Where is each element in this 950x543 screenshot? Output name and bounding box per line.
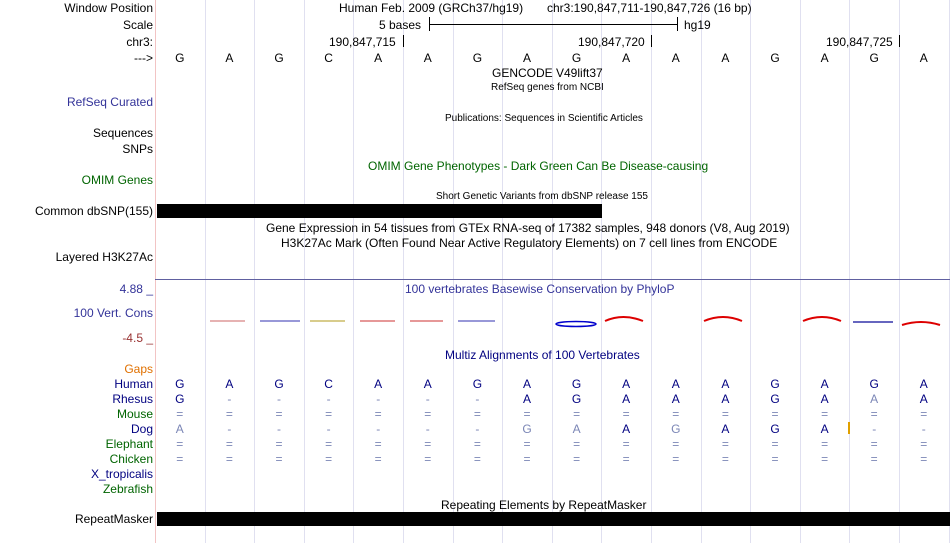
chrom-tick-1: 190,847,715 bbox=[329, 35, 396, 49]
reference-base: A bbox=[622, 51, 631, 65]
aligned-base: A bbox=[721, 422, 730, 436]
aligned-base: A bbox=[721, 392, 730, 406]
gaps-label[interactable]: Gaps bbox=[124, 362, 153, 376]
aligned-base: = bbox=[573, 452, 581, 466]
aligned-base: - bbox=[921, 422, 926, 436]
reference-base: G bbox=[571, 51, 582, 65]
aligned-base: = bbox=[374, 407, 382, 421]
aligned-base: - bbox=[326, 422, 331, 436]
h3k27-title: H3K27Ac Mark (Often Found Near Active Regulatory Elements) on 7 cell lines from ENCODE bbox=[281, 236, 778, 250]
grid-line bbox=[453, 0, 454, 543]
aligned-base: A bbox=[622, 377, 631, 391]
species-label[interactable]: Rhesus bbox=[112, 392, 153, 406]
grid-line bbox=[701, 0, 702, 543]
reference-base: A bbox=[423, 51, 432, 65]
phylop-pos-peak bbox=[902, 322, 940, 325]
aligned-base: = bbox=[424, 452, 432, 466]
reference-base: A bbox=[522, 51, 532, 65]
aligned-base: A bbox=[721, 377, 730, 391]
aligned-base: G bbox=[869, 377, 879, 391]
aligned-base: A bbox=[820, 422, 829, 436]
reference-base: A bbox=[919, 51, 928, 65]
cons-label[interactable]: 100 Vert. Cons bbox=[73, 306, 153, 320]
label-separator bbox=[155, 0, 156, 543]
reference-base: A bbox=[374, 51, 383, 65]
chrom-label: chr3: bbox=[126, 35, 153, 49]
gtex-title: Gene Expression in 54 tissues from GTEx RNA-seq of 17382 samples, 948 donors (V8, Aug 2019) bbox=[266, 221, 790, 235]
repeat-label[interactable]: RepeatMasker bbox=[74, 512, 153, 526]
species-label[interactable]: Chicken bbox=[109, 452, 153, 466]
grid-line bbox=[205, 0, 206, 543]
aligned-base: = bbox=[225, 452, 233, 466]
aligned-base: = bbox=[672, 452, 680, 466]
dbsnp-feature[interactable] bbox=[157, 204, 602, 218]
aligned-base: - bbox=[425, 392, 430, 406]
aligned-base: = bbox=[771, 452, 779, 466]
reference-base: G bbox=[770, 51, 780, 65]
aligned-base: - bbox=[872, 422, 877, 436]
aligned-base: - bbox=[277, 422, 281, 436]
aligned-base: = bbox=[771, 407, 779, 421]
aligned-base: - bbox=[277, 392, 281, 406]
reference-base: C bbox=[324, 51, 333, 65]
aligned-base: C bbox=[324, 377, 333, 391]
aligned-base: - bbox=[425, 422, 430, 436]
aligned-base: G bbox=[472, 377, 483, 391]
position-text[interactable]: chr3:190,847,711-190,847,726 (16 bp) bbox=[547, 1, 752, 15]
aligned-base: = bbox=[523, 407, 531, 421]
aligned-base: = bbox=[523, 452, 531, 466]
repeat-feature[interactable] bbox=[157, 512, 950, 526]
grid-line bbox=[800, 0, 801, 543]
repeat-title: Repeating Elements by RepeatMasker bbox=[441, 498, 647, 512]
aligned-base: A bbox=[919, 377, 928, 391]
species-label[interactable]: Mouse bbox=[116, 407, 153, 421]
scale-bar-right bbox=[677, 17, 678, 31]
aligned-base: - bbox=[376, 392, 381, 406]
phylop-min: -4.5 _ bbox=[122, 331, 153, 345]
scale-bar bbox=[429, 24, 677, 25]
h3k27-label[interactable]: Layered H3K27Ac bbox=[55, 250, 153, 264]
aligned-base: = bbox=[672, 407, 680, 421]
aligned-base: = bbox=[721, 407, 729, 421]
aligned-base: = bbox=[821, 452, 829, 466]
phylop-max: 4.88 _ bbox=[119, 282, 153, 296]
phylop-pos-peak bbox=[704, 317, 742, 321]
multiz-title: Multiz Alignments of 100 Vertebrates bbox=[445, 348, 640, 362]
aligned-base: = bbox=[473, 437, 481, 451]
aligned-base: G bbox=[770, 377, 780, 391]
aligned-base: A bbox=[870, 392, 879, 406]
aligned-base: A bbox=[820, 392, 829, 406]
aligned-base: = bbox=[176, 452, 184, 466]
aligned-base: = bbox=[424, 437, 432, 451]
aligned-base: = bbox=[672, 437, 680, 451]
aligned-base: G bbox=[770, 422, 780, 436]
aligned-base: A bbox=[522, 377, 532, 391]
chrom-tick-mark-3 bbox=[899, 35, 900, 47]
reference-base: G bbox=[175, 51, 185, 65]
aligned-base: = bbox=[523, 437, 531, 451]
aligned-base: G bbox=[571, 377, 582, 391]
sequences-label[interactable]: Sequences bbox=[92, 126, 153, 140]
grid-line bbox=[403, 0, 404, 543]
grid-line bbox=[353, 0, 354, 543]
species-label[interactable]: Zebrafish bbox=[102, 482, 153, 496]
chrom-tick-mark-1 bbox=[403, 35, 404, 47]
aligned-base: A bbox=[622, 392, 631, 406]
aligned-base: = bbox=[424, 407, 432, 421]
aligned-base: = bbox=[374, 437, 382, 451]
aligned-base: A bbox=[671, 392, 680, 406]
omim-label[interactable]: OMIM Genes bbox=[81, 173, 153, 187]
aligned-base: = bbox=[176, 437, 184, 451]
dbsnp-title: Short Genetic Variants from dbSNP release 155 bbox=[436, 191, 648, 202]
chrom-tick-3: 190,847,725 bbox=[826, 35, 893, 49]
reference-base: G bbox=[472, 51, 483, 65]
aligned-base: = bbox=[920, 437, 928, 451]
aligned-base: G bbox=[522, 422, 532, 436]
aligned-base: - bbox=[227, 422, 232, 436]
grid-line bbox=[750, 0, 751, 543]
reference-base: A bbox=[721, 51, 730, 65]
aligned-base: G bbox=[571, 392, 582, 406]
refseq-subtitle: RefSeq genes from NCBI bbox=[491, 82, 604, 93]
grid-line bbox=[899, 0, 900, 543]
aligned-base: G bbox=[175, 377, 185, 391]
grid-line bbox=[849, 0, 850, 543]
h3k27-baseline bbox=[155, 279, 950, 280]
phylop-title: 100 vertebrates Basewise Conservation by PhyloP bbox=[405, 282, 675, 296]
aligned-base: G bbox=[274, 377, 284, 391]
aligned-base: = bbox=[870, 452, 878, 466]
phylop-pos-peak bbox=[803, 317, 841, 321]
aligned-base: - bbox=[326, 392, 331, 406]
aligned-base: = bbox=[870, 407, 878, 421]
aligned-base: = bbox=[573, 437, 581, 451]
chrom-tick-mark-2 bbox=[651, 35, 652, 47]
aligned-base: = bbox=[721, 452, 729, 466]
aligned-base: = bbox=[920, 407, 928, 421]
species-label[interactable]: Human bbox=[114, 377, 153, 391]
aligned-base: - bbox=[475, 392, 480, 406]
aligned-base: = bbox=[771, 437, 779, 451]
aligned-base: = bbox=[573, 407, 581, 421]
aligned-base: = bbox=[473, 452, 481, 466]
gencode-track-title[interactable]: GENCODE V49lift37 bbox=[492, 66, 603, 80]
aligned-base: = bbox=[622, 452, 630, 466]
aligned-base: A bbox=[374, 377, 383, 391]
grid-line bbox=[949, 0, 950, 543]
aligned-base: G bbox=[770, 392, 780, 406]
aligned-base: = bbox=[225, 407, 233, 421]
reference-base: A bbox=[225, 51, 234, 65]
aligned-base: A bbox=[572, 422, 581, 436]
aligned-base: A bbox=[175, 422, 184, 436]
strand-label: ---> bbox=[134, 51, 153, 65]
assembly-text: Human Feb. 2009 (GRCh37/hg19) bbox=[339, 1, 524, 15]
refseq-label[interactable]: RefSeq Curated bbox=[66, 95, 153, 109]
reference-base: A bbox=[820, 51, 829, 65]
aligned-base: A bbox=[622, 422, 631, 436]
scale-label: Scale bbox=[122, 18, 153, 32]
reference-base: G bbox=[274, 51, 284, 65]
reference-base: A bbox=[671, 51, 680, 65]
window-position-label: Window Position bbox=[64, 1, 153, 15]
scale-db: hg19 bbox=[684, 18, 711, 32]
species-label[interactable]: Elephant bbox=[105, 437, 153, 451]
phylop-neg-peak bbox=[556, 322, 596, 327]
aligned-base: = bbox=[275, 452, 283, 466]
aligned-base: = bbox=[275, 407, 283, 421]
aligned-base: = bbox=[622, 407, 630, 421]
grid-line bbox=[304, 0, 305, 543]
aligned-base: = bbox=[821, 437, 829, 451]
aligned-base: A bbox=[820, 377, 829, 391]
publications-title: Publications: Sequences in Scientific Articles bbox=[445, 113, 643, 124]
scale-text: 5 bases bbox=[379, 18, 422, 32]
omim-title: OMIM Gene Phenotypes - Dark Green Can Be Disease-causing bbox=[368, 159, 709, 173]
phylop-graph bbox=[155, 305, 950, 330]
species-label[interactable]: X_tropicalis bbox=[90, 467, 153, 481]
phylop-pos-peak bbox=[605, 317, 643, 321]
aligned-base: = bbox=[920, 452, 928, 466]
aligned-base: = bbox=[325, 407, 333, 421]
reference-base: G bbox=[869, 51, 879, 65]
aligned-base: - bbox=[376, 422, 381, 436]
aligned-base: A bbox=[423, 377, 432, 391]
insertion-marker bbox=[848, 422, 850, 434]
species-label[interactable]: Dog bbox=[130, 422, 153, 436]
aligned-base: A bbox=[671, 377, 680, 391]
snps-label[interactable]: SNPs bbox=[122, 142, 153, 156]
aligned-base: = bbox=[870, 437, 878, 451]
aligned-base: G bbox=[671, 422, 681, 436]
chrom-tick-2: 190,847,720 bbox=[578, 35, 645, 49]
aligned-base: = bbox=[821, 407, 829, 421]
aligned-base: = bbox=[325, 437, 333, 451]
dbsnp-label[interactable]: Common dbSNP(155) bbox=[34, 204, 153, 218]
aligned-base: A bbox=[919, 392, 928, 406]
aligned-base: = bbox=[225, 437, 233, 451]
aligned-base: A bbox=[225, 377, 234, 391]
grid-line bbox=[254, 0, 255, 543]
aligned-base: = bbox=[176, 407, 184, 421]
aligned-base: = bbox=[473, 407, 481, 421]
aligned-base: G bbox=[175, 392, 185, 406]
aligned-base: = bbox=[325, 452, 333, 466]
aligned-base: = bbox=[622, 437, 630, 451]
grid-line bbox=[651, 0, 652, 543]
aligned-base: A bbox=[522, 392, 532, 406]
aligned-base: = bbox=[275, 437, 283, 451]
aligned-base: - bbox=[227, 392, 232, 406]
aligned-base: = bbox=[721, 437, 729, 451]
aligned-base: = bbox=[374, 452, 382, 466]
aligned-base: - bbox=[475, 422, 480, 436]
